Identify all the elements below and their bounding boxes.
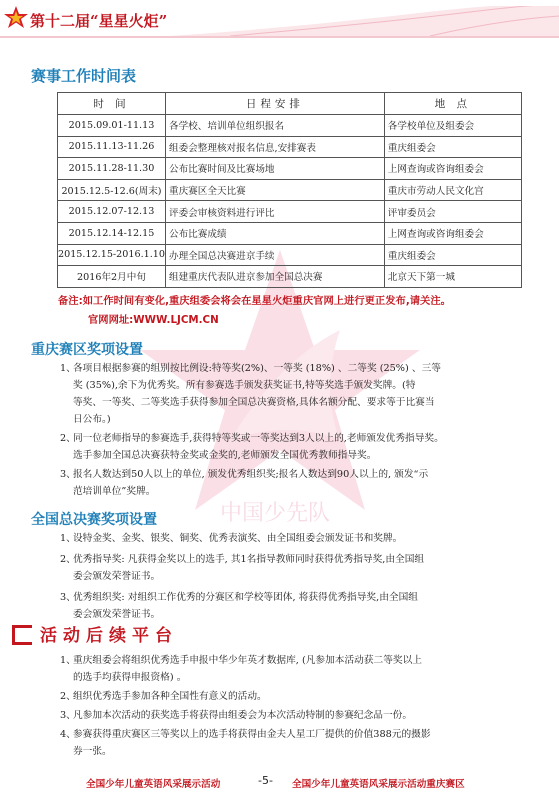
item-line: 奖 (35%),余下为优秀奖。所有参赛选手颁发获奖证书,特等奖选手颁发奖牌。(特 — [73, 380, 416, 391]
item-line: 同一位老师指导的参赛选手,获得特等奖或一等奖达到3人以上的,老师颁发优秀指导奖。 — [73, 433, 444, 444]
item-number: 2、 — [60, 691, 76, 702]
item-number: 1、 — [60, 655, 76, 666]
cell-agenda: 公布比赛时间及比赛场地 — [166, 158, 385, 180]
table-row — [58, 222, 522, 244]
header-decoration — [170, 6, 559, 36]
table-row — [58, 179, 522, 201]
table-row — [58, 115, 522, 137]
watermark-text: 中国少先队 — [220, 501, 331, 526]
official-website: 官网网址:WWW.LJCM.CN — [88, 314, 219, 326]
cell-agenda: 办理全国总决赛进京手续 — [166, 244, 385, 266]
item-line: 设特金奖、金奖、银奖、铜奖、优秀表演奖、由全国组委会颁发证书和奖牌。 — [73, 533, 403, 544]
cell-location: 各学校单位及组委会 — [384, 115, 521, 137]
item-number: 2、 — [60, 554, 76, 565]
cell-time: 2015.12.14-12.15 — [58, 222, 166, 244]
cell-time: 2015.12.15-2016.1.10 — [58, 244, 166, 266]
national-awards-heading: 全国总决赛奖项设置 — [31, 512, 157, 528]
column-header-time: 时 间 — [58, 93, 166, 115]
footer-right: 全国少年儿童英语风采展示活动重庆赛区 — [292, 779, 465, 790]
chongqing-awards-list — [60, 360, 540, 500]
list-item — [60, 688, 540, 705]
item-number: 3、 — [60, 710, 76, 721]
list-item — [60, 652, 540, 686]
cell-time: 2015.12.5-12.6(周末) — [58, 179, 166, 201]
header-divider — [0, 36, 559, 38]
item-number: 3、 — [60, 592, 76, 603]
header-title — [30, 10, 167, 31]
cell-agenda: 重庆赛区全天比赛 — [166, 179, 385, 201]
cell-location: 北京天下第一城 — [384, 266, 521, 288]
item-line: 各项目根据参赛的组别按比例设:特等奖(2%)、一等奖 (18%) 、二等奖 (25%) 、三等 — [73, 363, 441, 374]
cell-time: 2015.09.01-11.13 — [58, 115, 166, 137]
list-item — [60, 430, 540, 464]
cell-time: 2015.11.13-11.26 — [58, 136, 166, 158]
item-line: 组织优秀选手参加各种全国性有意义的活动。 — [73, 691, 267, 702]
list-item — [60, 360, 540, 428]
item-line: 委会颁发荣誉证书。 — [73, 571, 161, 582]
cell-time: 2016年2月中旬 — [58, 266, 166, 288]
cell-time: 2015.11.28-11.30 — [58, 158, 166, 180]
cell-agenda: 评委会审核资料进行评比 — [166, 201, 385, 223]
cell-agenda: 组建重庆代表队进京参加全国总决赛 — [166, 266, 385, 288]
item-line: 参赛获得重庆赛区三等奖以上的选手将获得由金夫人星工厂提供的价值388元的摄影 — [73, 729, 431, 740]
item-line: 委会颁发荣誉证书。 — [73, 609, 161, 620]
item-line: 凡参加本次活动的获奖选手将获得由组委会为本次活动特制的参赛纪念品一份。 — [73, 710, 413, 721]
item-line: 优秀组织奖: 对组织工作优秀的分赛区和学校等团体, 将获得优秀指导奖,由全国组 — [73, 592, 418, 603]
item-number: 1、 — [60, 533, 76, 544]
item-line: 的选手均获得申报资格) 。 — [73, 672, 187, 683]
table-row — [58, 158, 522, 180]
national-awards-list — [60, 530, 540, 623]
column-header-agenda: 日程安排 — [166, 93, 385, 115]
page-number: -5- — [258, 774, 273, 787]
list-item — [60, 589, 540, 623]
schedule-table — [57, 92, 522, 288]
table-header-row — [58, 93, 522, 115]
item-line: 日公布。) — [73, 414, 111, 425]
cell-agenda: 各学校、培训单位组织报名 — [166, 115, 385, 137]
schedule-heading: 赛事工作时间表 — [31, 67, 137, 85]
torch-star-logo-icon — [3, 5, 29, 31]
item-line: 券一张。 — [73, 746, 112, 757]
list-item — [60, 726, 540, 760]
list-item — [60, 551, 540, 585]
cell-agenda: 公布比赛成绩 — [166, 222, 385, 244]
list-item — [60, 466, 540, 500]
item-number: 3、 — [60, 469, 76, 480]
item-line: 重庆组委会将组织优秀选手申报中华少年英才数据库, (凡参加本活动获二等奖以上 — [73, 655, 422, 666]
cell-location: 评审委员会 — [384, 201, 521, 223]
item-number: 4、 — [60, 729, 76, 740]
chongqing-awards-heading: 重庆赛区奖项设置 — [31, 342, 143, 358]
table-row — [58, 244, 522, 266]
item-line: 优秀指导奖: 凡获得金奖以上的选手, 其1名指导教师同时获得优秀指导奖,由全国组 — [73, 554, 425, 565]
item-line: 选手参加全国总决赛获特金奖或金奖的,老师颁发全国优秀教师指导奖。 — [73, 450, 377, 461]
item-line: 报名人数达到50人以上的单位, 颁发优秀组织奖;报名人数达到90人以上的, 颁发“示 — [73, 469, 429, 480]
item-line: 等奖、一等奖、二等奖选手获得参加全国总决赛资格,具体名额分配、要求等于比赛当 — [73, 397, 435, 408]
item-number: 2、 — [60, 433, 76, 444]
column-header-location: 地 点 — [384, 93, 521, 115]
item-line: 范培训单位”奖牌。 — [73, 486, 156, 497]
list-item — [60, 707, 540, 724]
footer-left: 全国少年儿童英语风采展示活动 — [86, 779, 221, 790]
schedule-note: 备注:如工作时间有变化,重庆组委会将会在星星火炬重庆官网上进行更正发布,请关注。 — [58, 295, 451, 307]
cell-location: 上网查询或咨询组委会 — [384, 158, 521, 180]
table-row — [58, 201, 522, 223]
cell-location: 重庆组委会 — [384, 136, 521, 158]
table-row — [58, 136, 522, 158]
item-number: 1、 — [60, 363, 76, 374]
cell-agenda: 组委会整理核对报名信息,安排赛表 — [166, 136, 385, 158]
section-bracket-icon — [12, 625, 32, 645]
cell-location: 重庆组委会 — [384, 244, 521, 266]
list-item — [60, 530, 540, 547]
follow-up-list — [60, 652, 540, 760]
cell-location: 上网查询或咨询组委会 — [384, 222, 521, 244]
header-title-prefix: 第十二届 — [30, 12, 91, 30]
cell-time: 2015.12.07-12.13 — [58, 201, 166, 223]
cell-location: 重庆市劳动人民文化宫 — [384, 179, 521, 201]
follow-up-heading: 活动后续平台 — [40, 626, 178, 646]
table-row — [58, 266, 522, 288]
header-title-quoted: “星星火炬” — [90, 12, 168, 30]
